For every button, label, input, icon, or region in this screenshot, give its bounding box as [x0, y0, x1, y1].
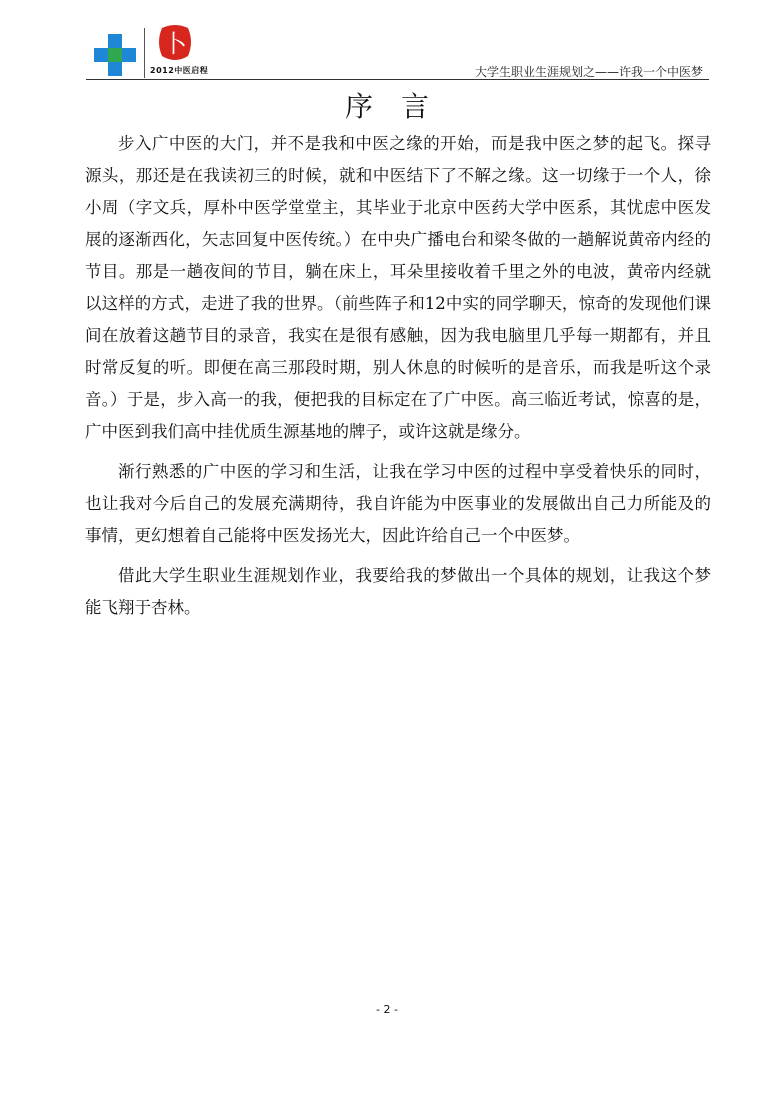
header-rule [86, 79, 709, 80]
logo-divider [144, 28, 145, 78]
paragraph: 步入广中医的大门，并不是我和中医之缘的开始，而是我中医之梦的起飞。探寻源头，那还是在我读初三的时候，就和中医结下了不解之缘。这一切缘于一个人，徐小周（字文兵，厚朴中医学堂堂主，其毕业于北京中医药大学中医系，其忧虑中医发展的逐渐西化，矢志回复中医传统。）在中央广播电台和梁冬做的一趟解说黄帝内经的节目。那是一趟夜间的节目，躺在床上，耳朵里接收着千里之外的电波，黄帝内经就以这样的方式，走进了我的世界。（前些阵子和12中实的同学聊天，惊奇的发现他们课间在放着这趟节目的录音，我实在是很有感触，因为我电脑里几乎每一期都有，并且时常反复的听。即便在高三那段时期，别人休息的时候听的是音乐，而我是听这个录音。）于是，步入高一的我，便把我的目标定在了广中医。高三临近考试，惊喜的是，广中医到我们高中挂优质生源基地的牌子，或许这就是缘分。 [85, 134, 711, 441]
page-title: 序言 [344, 90, 457, 123]
red-seal-logo-icon [156, 22, 194, 64]
paragraph: 渐行熟悉的广中医的学习和生活，让我在学习中医的过程中享受着快乐的同时，也让我对今后自己的发展充满期待，我自许能为中医事业的发展做出自己力所能及的事情，更幻想着自己能将中医发扬光大，因此许给自己一个中医梦。 [85, 462, 711, 545]
logo-caption: 2012中医启程 [150, 66, 209, 75]
page-header [86, 20, 709, 80]
medical-cross-logo-icon [94, 34, 136, 76]
page-number: - 2 - [376, 1003, 398, 1016]
seal-glyph: 卜 [163, 30, 187, 58]
running-header-title: 大学生职业生涯规划之——许我一个中医梦 [474, 65, 703, 79]
body-text [85, 128, 711, 624]
paragraph: 借此大学生职业生涯规划作业，我要给我的梦做出一个具体的规划，让我这个梦能飞翔于杏林。 [85, 566, 711, 617]
